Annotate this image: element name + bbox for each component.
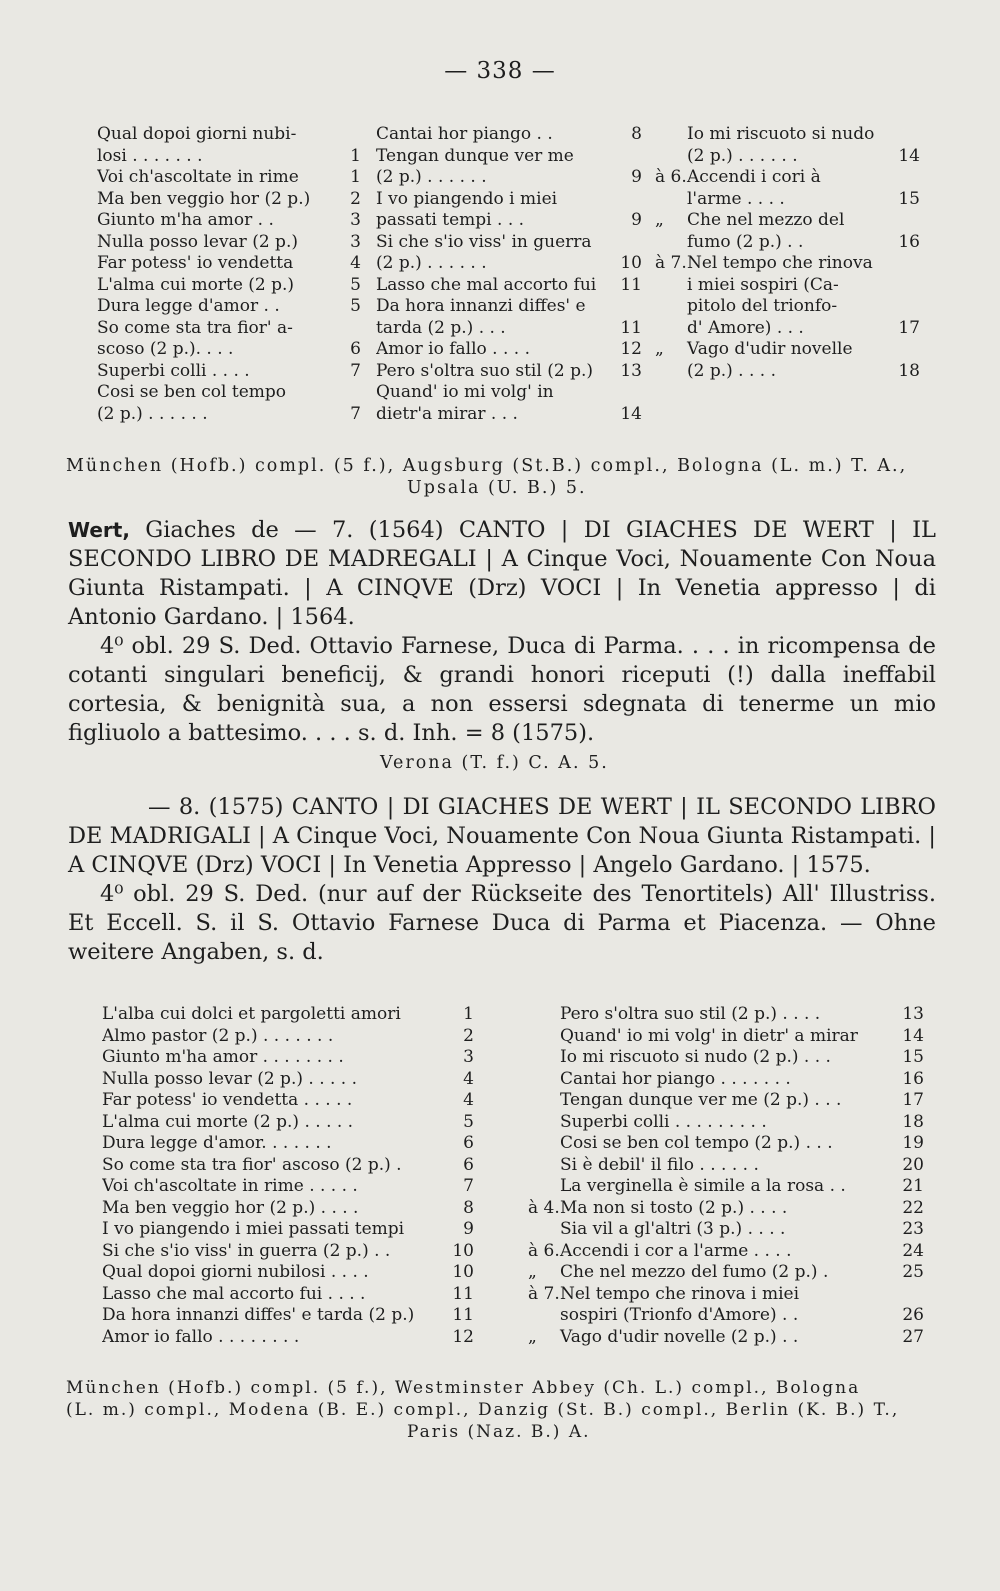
index-row xyxy=(376,382,642,404)
composer-name: Wert, xyxy=(68,518,130,542)
entry-number: 8 xyxy=(631,124,642,144)
entry-number: 10 xyxy=(452,1262,474,1282)
entry-title: (2 p.) . . . . . . xyxy=(376,167,487,187)
entry-number: 11 xyxy=(620,317,642,338)
entry-title xyxy=(655,275,920,297)
entry-number: 13 xyxy=(902,1004,924,1024)
entry-title: dietr'a mirar . . . xyxy=(376,403,518,424)
entry-number: 15 xyxy=(898,188,920,209)
entry-number: 3 xyxy=(463,1047,474,1067)
contents-row xyxy=(102,1026,474,1048)
entry-title xyxy=(528,1241,899,1263)
index-row xyxy=(376,210,642,232)
entry-title xyxy=(528,1047,899,1069)
entry-text: l'arme . . . . xyxy=(687,188,785,209)
entry-title: Dura legge d'amor . . xyxy=(97,296,280,316)
entry-text: Che nel mezzo del fumo (2 p.) . xyxy=(560,1262,829,1282)
entry-number: 17 xyxy=(898,317,920,338)
contents-row xyxy=(102,1305,474,1327)
voice-count-prefix: à 6. xyxy=(528,1240,560,1261)
entry-number: 6 xyxy=(463,1133,474,1153)
entry-title xyxy=(528,1284,924,1306)
entry-text: Sia vil a gl'altri (3 p.) . . . . xyxy=(560,1219,786,1239)
entry-number: 7 xyxy=(463,1176,474,1196)
entry-title xyxy=(528,1305,899,1327)
entry-number: 26 xyxy=(902,1305,924,1325)
entry-title: Amor io fallo . . . . . . . . xyxy=(102,1326,300,1347)
contents-row xyxy=(528,1112,924,1134)
entry-text: Cantai hor piango . . . . . . . xyxy=(560,1068,791,1089)
entry-title: Voi ch'ascoltate in rime . . . . . xyxy=(102,1176,358,1196)
entry-title: Dura legge d'amor. . . . . . . xyxy=(102,1133,332,1153)
entry-title xyxy=(528,1026,899,1048)
locations-2-line-3: Paris (Naz. B.) A. xyxy=(407,1422,591,1442)
contents-row xyxy=(528,1026,924,1048)
index-row xyxy=(376,124,642,146)
page-number: — 338 — xyxy=(444,58,556,84)
entry-number: 9 xyxy=(631,167,642,187)
entry-title: Da hora innanzi diffes' e xyxy=(376,296,586,316)
voice-count-prefix: „ xyxy=(528,1326,537,1347)
entry-title xyxy=(655,253,920,275)
locations-line-2: Upsala (U. B.) 5. xyxy=(407,478,587,498)
contents-row xyxy=(102,1155,474,1177)
entry-number: 19 xyxy=(902,1133,924,1153)
entry-number: 9 xyxy=(631,210,642,230)
entry-number: 17 xyxy=(902,1090,924,1110)
entry-title: Quand' io mi volg' in xyxy=(376,382,554,402)
entry-title xyxy=(528,1155,899,1177)
entry-title: tarda (2 p.) . . . xyxy=(376,317,506,338)
entry-8-description: 4⁰ obl. 29 S. Ded. (nur auf der Rückseite des Tenortitels) All' Illustriss. Et Eccell. S. il S. Ottavio Farnese Duca di Parma et Piacenza. — Ohne weitere Angaben, s. d. xyxy=(68,881,936,965)
index-row xyxy=(376,361,642,383)
contents-row xyxy=(102,1176,474,1198)
entry-title: Nulla posso levar (2 p.) . . . . . xyxy=(102,1068,358,1089)
index-column-3 xyxy=(655,124,920,382)
entry-number: 1 xyxy=(350,145,361,166)
contents-row xyxy=(528,1047,924,1069)
index-row xyxy=(655,339,920,361)
entry-number: 2 xyxy=(463,1025,474,1046)
index-row xyxy=(655,124,920,146)
entry-number: 16 xyxy=(898,231,920,252)
entry-title xyxy=(528,1262,899,1284)
entry-text: Si è debil' il filo . . . . . . xyxy=(560,1154,759,1175)
index-row xyxy=(655,253,920,275)
entry-title xyxy=(528,1069,899,1091)
entry-title: L'alma cui morte (2 p.) xyxy=(97,274,295,295)
entry-title xyxy=(528,1090,899,1112)
entry-title xyxy=(655,361,895,383)
entry-text: Superbi colli . . . . . . . . . xyxy=(560,1111,767,1132)
entry-title xyxy=(655,124,920,146)
entry-title xyxy=(528,1198,899,1220)
entry-text: Cosi se ben col tempo (2 p.) . . . xyxy=(560,1133,833,1153)
voice-count-prefix: „ xyxy=(655,210,664,230)
entry-title xyxy=(655,146,895,168)
contents-row xyxy=(528,1004,924,1026)
index-row xyxy=(376,275,642,297)
voice-count-prefix: à 6. xyxy=(655,167,687,187)
entry-number: 12 xyxy=(620,339,642,359)
entry-number: 6 xyxy=(350,339,361,359)
entry-title: Si che s'io viss' in guerra (2 p.) . . xyxy=(102,1240,391,1261)
entry-7-locations: Verona (T. f.) C. A. 5. xyxy=(380,753,609,773)
contents-row xyxy=(528,1090,924,1112)
contents-list-right xyxy=(528,1004,924,1348)
entry-text: fumo (2 p.) . . xyxy=(687,231,804,252)
entry-number: 4 xyxy=(350,253,361,273)
entry-number: 4 xyxy=(463,1090,474,1110)
entry-8-title: — 8. (1575) CANTO | DI GIACHES DE WERT | IL SECONDO LIBRO DE MADRIGALI | A Cinque Voci, Nouamente Con Noua Giunta Ristampati. | A CINQVE (Drz) VOCI | In Venetia Appresso | Angelo Gardano. | 1575. xyxy=(68,794,936,878)
index-column-1 xyxy=(97,124,361,425)
entry-text: sospiri (Trionfo d'Amore) . . xyxy=(560,1305,799,1325)
entry-text: Quand' io mi volg' in dietr' a mirar xyxy=(560,1025,858,1046)
contents-row xyxy=(528,1241,924,1263)
entry-text: Accendi i cori à xyxy=(687,167,821,187)
entry-text: Che nel mezzo del xyxy=(687,210,845,230)
entry-number: 20 xyxy=(902,1154,924,1175)
entry-number: 12 xyxy=(452,1326,474,1347)
entry-number: 14 xyxy=(902,1025,924,1046)
contents-row xyxy=(102,1133,474,1155)
index-row xyxy=(97,124,361,146)
entry-number: 18 xyxy=(898,360,920,381)
entry-title: Almo pastor (2 p.) . . . . . . . xyxy=(102,1025,334,1046)
entry-title: Ma ben veggio hor (2 p.) . . . . xyxy=(102,1197,359,1218)
locations-2-line-1: München (Hofb.) compl. (5 f.), Westminster Abbey (Ch. L.) compl., Bologna xyxy=(66,1378,861,1398)
entry-number: 13 xyxy=(620,360,642,381)
entry-text: pitolo del trionfo- xyxy=(687,296,838,316)
entry-title: scoso (2 p.). . . . xyxy=(97,339,234,359)
entry-number: 1 xyxy=(350,167,361,187)
entry-8 xyxy=(68,793,936,967)
contents-row xyxy=(102,1241,474,1263)
entry-title xyxy=(655,318,895,340)
entry-title: Far potess' io vendetta . . . . . xyxy=(102,1090,353,1110)
entry-title: (2 p.) . . . . . . xyxy=(376,253,487,273)
entry-number: 21 xyxy=(902,1176,924,1196)
entry-number: 25 xyxy=(902,1262,924,1282)
entry-title: Ma ben veggio hor (2 p.) xyxy=(97,188,311,209)
contents-row xyxy=(102,1004,474,1026)
index-row xyxy=(655,232,920,254)
index-row xyxy=(376,339,642,361)
entry-number: 16 xyxy=(902,1068,924,1089)
index-row xyxy=(655,167,920,189)
entry-number: 11 xyxy=(452,1283,474,1304)
entry-number: 6 xyxy=(463,1154,474,1175)
entry-text: Io mi riscuoto si nudo xyxy=(687,124,875,144)
entry-text: Nel tempo che rinova i miei xyxy=(560,1283,800,1304)
entry-number: 15 xyxy=(902,1047,924,1067)
voice-count-prefix: „ xyxy=(528,1262,537,1282)
entry-title xyxy=(655,210,920,232)
index-row xyxy=(97,318,361,340)
entry-title: Qual dopoi giorni nubi- xyxy=(97,124,297,144)
entry-7-title: Giaches de — 7. (1564) CANTO | DI GIACHES DE WERT | IL SECONDO LIBRO DE MADREGALI | A Cinque Voci, Nouamente Con Noua Giunta Ristampati. | A CINQVE (Drz) VOCI | In Venetia appresso | di Antonio Gardano. | 1564. xyxy=(68,517,936,630)
entry-number: 14 xyxy=(620,403,642,424)
entry-title: Da hora innanzi diffes' e tarda (2 p.) xyxy=(102,1305,415,1325)
index-row xyxy=(97,167,361,189)
entry-text: Accendi i cor a l'arme . . . . xyxy=(560,1240,792,1261)
index-row xyxy=(97,275,361,297)
entry-number: 3 xyxy=(350,210,361,230)
entry-title: Giunto m'ha amor . . . . . . . . xyxy=(102,1047,344,1067)
index-row xyxy=(376,167,642,189)
entry-text: Pero s'oltra suo stil (2 p.) . . . . xyxy=(560,1004,821,1024)
entry-number: 3 xyxy=(350,231,361,252)
entry-title: Lasso che mal accorto fui . . . . xyxy=(102,1283,366,1304)
contents-row xyxy=(102,1047,474,1069)
index-row xyxy=(376,189,642,211)
contents-row xyxy=(528,1133,924,1155)
index-row xyxy=(655,275,920,297)
contents-row xyxy=(102,1327,474,1349)
contents-row xyxy=(528,1198,924,1220)
entry-text: (2 p.) . . . . xyxy=(687,360,777,381)
index-row xyxy=(655,296,920,318)
entry-title: Qual dopoi giorni nubilosi . . . . xyxy=(102,1262,369,1282)
entry-text: Vago d'udir novelle xyxy=(687,339,853,359)
index-row xyxy=(97,146,361,168)
contents-row xyxy=(528,1176,924,1198)
contents-row xyxy=(528,1284,924,1306)
entry-number: 27 xyxy=(902,1326,924,1347)
entry-number: 5 xyxy=(350,274,361,295)
index-row xyxy=(97,296,361,318)
voice-count-prefix: à 7. xyxy=(528,1283,560,1304)
contents-row xyxy=(102,1262,474,1284)
entry-number: 11 xyxy=(620,274,642,295)
contents-row xyxy=(102,1090,474,1112)
entry-title: Far potess' io vendetta xyxy=(97,253,294,273)
contents-row xyxy=(528,1327,924,1349)
entry-number: 7 xyxy=(350,403,361,424)
contents-row xyxy=(102,1069,474,1091)
contents-row xyxy=(102,1219,474,1241)
entry-text: La verginella è simile a la rosa . . xyxy=(560,1176,846,1196)
entry-title: Voi ch'ascoltate in rime xyxy=(97,167,299,187)
entry-number: 18 xyxy=(902,1111,924,1132)
entry-title xyxy=(655,232,895,254)
entry-number: 1 xyxy=(463,1004,474,1024)
index-column-2 xyxy=(376,124,642,425)
index-row xyxy=(655,318,920,340)
entry-title xyxy=(528,1219,899,1241)
entry-title: Pero s'oltra suo stil (2 p.) xyxy=(376,360,593,381)
index-row xyxy=(655,361,920,383)
entry-number: 5 xyxy=(463,1111,474,1132)
entry-title: I vo piangendo i miei passati tempi xyxy=(102,1219,405,1239)
contents-row xyxy=(102,1284,474,1306)
entry-title xyxy=(528,1004,899,1026)
index-row xyxy=(97,210,361,232)
entry-title xyxy=(655,167,920,189)
index-row xyxy=(97,189,361,211)
entry-number: 8 xyxy=(463,1197,474,1218)
entry-text: Nel tempo che rinova xyxy=(687,253,873,273)
contents-row xyxy=(102,1112,474,1134)
entry-title: L'alma cui morte (2 p.) . . . . . xyxy=(102,1111,354,1132)
index-row xyxy=(655,189,920,211)
entry-title: So come sta tra fior' a- xyxy=(97,317,293,338)
index-row xyxy=(376,296,642,318)
contents-row xyxy=(528,1069,924,1091)
entry-title: So come sta tra fior' ascoso (2 p.) . xyxy=(102,1154,402,1175)
entry-text: (2 p.) . . . . . . xyxy=(687,145,798,166)
contents-row xyxy=(102,1198,474,1220)
entry-number: 10 xyxy=(620,253,642,273)
entry-number: 14 xyxy=(898,145,920,166)
entry-title: Nulla posso levar (2 p.) xyxy=(97,231,298,252)
entry-title xyxy=(528,1327,899,1349)
voice-count-prefix: à 7. xyxy=(655,253,687,273)
index-row xyxy=(97,382,361,404)
index-row xyxy=(655,146,920,168)
index-row xyxy=(376,146,642,168)
entry-number: 11 xyxy=(452,1305,474,1325)
entry-number: 10 xyxy=(452,1240,474,1261)
index-row xyxy=(376,232,642,254)
entry-text: Tengan dunque ver me (2 p.) . . . xyxy=(560,1090,842,1110)
entry-number: 24 xyxy=(902,1240,924,1261)
index-row xyxy=(97,232,361,254)
entry-title xyxy=(528,1133,899,1155)
locations-line-1: München (Hofb.) compl. (5 f.), Augsburg (St.B.) compl., Bologna (L. m.) T. A., xyxy=(66,456,908,476)
index-row xyxy=(376,404,642,426)
entry-title: Cantai hor piango . . xyxy=(376,124,553,144)
entry-title: losi . . . . . . . xyxy=(97,145,203,166)
entry-title xyxy=(655,189,895,211)
contents-row xyxy=(528,1155,924,1177)
entry-title xyxy=(528,1112,899,1134)
entry-number: 4 xyxy=(463,1068,474,1089)
entry-7 xyxy=(68,516,936,748)
entry-title: Cosi se ben col tempo xyxy=(97,382,287,402)
entry-title: Lasso che mal accorto fui xyxy=(376,274,597,295)
entry-7-description: 4⁰ obl. 29 S. Ded. Ottavio Farnese, Duca di Parma. . . . in ricompensa de cotanti singulari beneficij, & grandi honori riceputi (!) dalla ineffabil cortesia, & benignità sua, a non essersi sdegnata di tenerme un mio figliuolo a battesimo. . . . s. d. Inh. = 8 (1575). xyxy=(68,633,936,746)
contents-row xyxy=(528,1305,924,1327)
entry-title: Superbi colli . . . . xyxy=(97,360,250,381)
index-row xyxy=(97,404,361,426)
entry-title: L'alba cui dolci et pargoletti amori xyxy=(102,1004,401,1024)
voice-count-prefix: „ xyxy=(655,339,664,359)
entry-title xyxy=(528,1176,899,1198)
entry-title xyxy=(655,296,920,318)
locations-2-line-2: (L. m.) compl., Modena (B. E.) compl., Danzig (St. B.) compl., Berlin (K. B.) T., xyxy=(66,1400,900,1420)
entry-text: i miei sospiri (Ca- xyxy=(687,274,839,295)
entry-title: Giunto m'ha amor . . xyxy=(97,210,274,230)
entry-number: 7 xyxy=(350,360,361,381)
entry-title: Amor io fallo . . . . xyxy=(376,339,531,359)
entry-title: (2 p.) . . . . . . xyxy=(97,403,208,424)
index-row xyxy=(97,339,361,361)
entry-title: I vo piangendo i miei xyxy=(376,188,558,209)
entry-number: 9 xyxy=(463,1219,474,1239)
index-row xyxy=(376,253,642,275)
entry-number: 2 xyxy=(350,188,361,209)
voice-count-prefix: à 4. xyxy=(528,1197,560,1218)
entry-text: Ma non si tosto (2 p.) . . . . xyxy=(560,1197,788,1218)
contents-list-left xyxy=(102,1004,474,1348)
index-row xyxy=(97,361,361,383)
entry-title: Si che s'io viss' in guerra xyxy=(376,231,592,252)
contents-row xyxy=(528,1262,924,1284)
index-row xyxy=(655,210,920,232)
index-row xyxy=(97,253,361,275)
entry-number: 5 xyxy=(350,296,361,316)
entry-text: Vago d'udir novelle (2 p.) . . xyxy=(560,1326,799,1347)
entry-title xyxy=(655,339,920,361)
entry-text: d' Amore) . . . xyxy=(687,317,804,338)
entry-title: passati tempi . . . xyxy=(376,210,525,230)
contents-row xyxy=(528,1219,924,1241)
entry-number: 22 xyxy=(902,1197,924,1218)
index-row xyxy=(376,318,642,340)
entry-text: Io mi riscuoto si nudo (2 p.) . . . xyxy=(560,1047,831,1067)
entry-number: 23 xyxy=(902,1219,924,1239)
entry-title: Tengan dunque ver me xyxy=(376,145,574,166)
